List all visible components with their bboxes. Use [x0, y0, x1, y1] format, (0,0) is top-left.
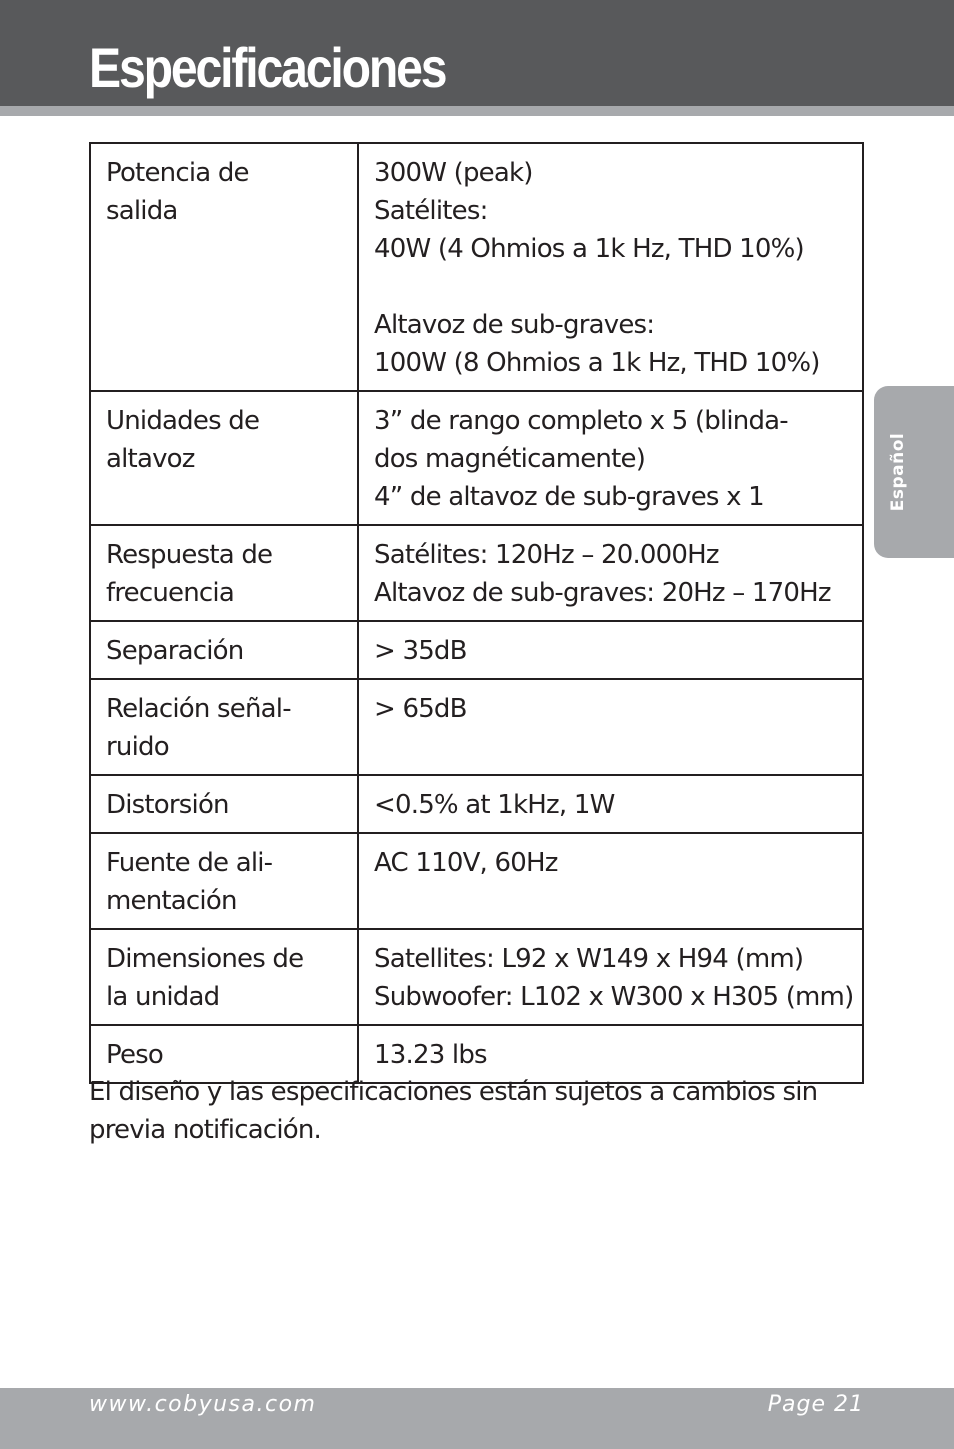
spec-value-line: Satellites: L92 x W149 x H94 (mm)	[374, 944, 804, 974]
spec-label	[90, 391, 358, 525]
spec-value-line: 100W (8 Ohmios a 1k Hz, THD 10%)	[374, 348, 820, 378]
spec-label-line: frecuencia	[106, 578, 234, 608]
spec-value	[358, 929, 863, 1025]
spec-row	[90, 143, 863, 391]
spec-row	[90, 525, 863, 621]
spec-value-line: dos magnéticamente)	[374, 444, 646, 474]
spec-value-line: 13.23 lbs	[374, 1040, 487, 1070]
header-stripe	[0, 106, 954, 116]
spec-label-line: ruido	[106, 732, 169, 762]
spec-label-line: Dimensiones de	[106, 944, 304, 974]
spec-label-line: Distorsión	[106, 790, 229, 820]
spec-label-line: Relación señal-	[106, 694, 291, 724]
spec-value-line: <0.5% at 1kHz, 1W	[374, 790, 615, 820]
spec-value-line: > 65dB	[374, 694, 467, 724]
spec-row	[90, 929, 863, 1025]
spec-value-line: > 35dB	[374, 636, 467, 666]
spec-value-line: Altavoz de sub-graves:	[374, 310, 655, 340]
spec-label-line: Fuente de ali-	[106, 848, 273, 878]
page-number: Page 21	[767, 1392, 864, 1417]
spec-label-line: Potencia de	[106, 158, 249, 188]
spec-value	[358, 143, 863, 391]
spec-row	[90, 621, 863, 679]
page-title: Especificaciones	[89, 36, 446, 99]
footnote: El diseño y las especificaciones están sujetos a cambios sin previa notificación.	[89, 1077, 818, 1145]
spec-value-line: 3” de rango completo x 5 (blinda-	[374, 406, 788, 436]
spec-value-line: Satélites:	[374, 196, 488, 226]
spec-row	[90, 775, 863, 833]
language-tab-label: Español	[888, 432, 908, 512]
spec-label-line: salida	[106, 196, 178, 226]
spec-value	[358, 525, 863, 621]
spec-label	[90, 621, 358, 679]
spec-label-line: la unidad	[106, 982, 220, 1012]
spec-row	[90, 679, 863, 775]
spec-label-line: Peso	[106, 1040, 164, 1070]
spec-row	[90, 391, 863, 525]
spec-value-line	[374, 268, 848, 306]
spec-value-line: Subwoofer: L102 x W300 x H305 (mm)	[374, 982, 854, 1012]
spec-value	[358, 775, 863, 833]
spec-value-line: 300W (peak)	[374, 158, 533, 188]
spec-label	[90, 525, 358, 621]
spec-label	[90, 679, 358, 775]
spec-label-line: Respuesta de	[106, 540, 273, 570]
spec-label-line: Separación	[106, 636, 244, 666]
spec-value-line: Altavoz de sub-graves: 20Hz – 170Hz	[374, 578, 831, 608]
spec-label	[90, 143, 358, 391]
spec-row	[90, 833, 863, 929]
spec-label	[90, 929, 358, 1025]
spec-label-line: Unidades de	[106, 406, 260, 436]
spec-value	[358, 621, 863, 679]
spec-value-line: 4” de altavoz de sub-graves x 1	[374, 482, 764, 512]
spec-label	[90, 775, 358, 833]
spec-value-line: AC 110V, 60Hz	[374, 848, 558, 878]
spec-value	[358, 391, 863, 525]
spec-value	[358, 679, 863, 775]
spec-value	[358, 833, 863, 929]
spec-label-line: mentación	[106, 886, 237, 916]
specs-table-body	[90, 143, 863, 1083]
spec-label	[90, 833, 358, 929]
language-tab	[874, 386, 954, 558]
spec-value-line: 40W (4 Ohmios a 1k Hz, THD 10%)	[374, 234, 804, 264]
specs-table	[89, 142, 864, 1084]
spec-label-line: altavoz	[106, 444, 195, 474]
footer-url: www.cobyusa.com	[89, 1392, 317, 1417]
spec-value-line: Satélites: 120Hz – 20.000Hz	[374, 540, 719, 570]
